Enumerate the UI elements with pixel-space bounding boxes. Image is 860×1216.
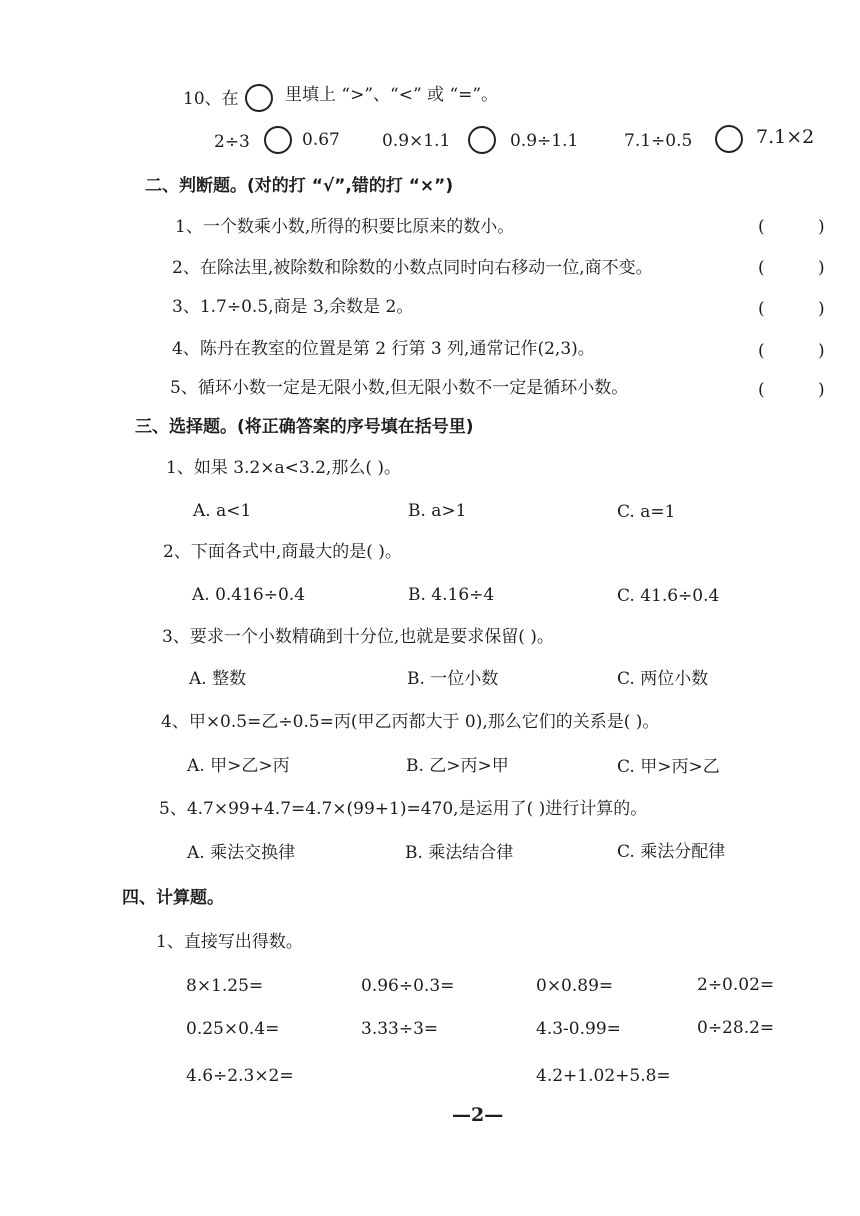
section4-title: 四、计算题。 <box>122 888 224 908</box>
choice-option-a[interactable]: A. 甲>乙>丙 <box>187 756 290 776</box>
answer-paren-close: ) <box>818 217 825 237</box>
answer-paren-open[interactable]: ( <box>758 258 765 278</box>
choice-option-c[interactable]: C. 41.6÷0.4 <box>617 586 720 606</box>
choice-option-c[interactable]: C. 两位小数 <box>617 669 709 689</box>
calc-item: 3.33÷3= <box>361 1019 439 1039</box>
calc-item: 4.6÷2.3×2= <box>186 1066 294 1086</box>
calc-item: 4.2+1.02+5.8= <box>536 1066 671 1086</box>
judge-item-2: 2、在除法里,被除数和除数的小数点同时向右移动一位,商不变。 <box>172 258 653 278</box>
answer-paren-close: ) <box>818 299 825 319</box>
answer-paren-close: ) <box>818 380 825 400</box>
answer-circle[interactable] <box>715 125 743 153</box>
answer-paren-close: ) <box>818 341 825 361</box>
answer-circle[interactable] <box>264 126 292 154</box>
q10-item2-right: 0.9÷1.1 <box>510 131 579 151</box>
answer-paren-open[interactable]: ( <box>758 299 765 319</box>
q10-item1-left: 2÷3 <box>214 132 250 152</box>
choice-option-c[interactable]: C. 甲>丙>乙 <box>617 757 720 777</box>
choice-option-c[interactable]: C. a=1 <box>617 502 676 522</box>
judge-item-1: 1、一个数乘小数,所得的积要比原来的数小。 <box>175 217 515 237</box>
judge-item-3: 3、1.7÷0.5,商是 3,余数是 2。 <box>172 297 414 317</box>
choice-question-2: 2、下面各式中,商最大的是( )。 <box>163 542 402 562</box>
choice-option-c[interactable]: C. 乘法分配律 <box>617 842 726 862</box>
answer-paren-close: ) <box>818 258 825 278</box>
q10-prefix: 10、在 <box>183 89 239 109</box>
page-number: —2— <box>452 1104 504 1126</box>
q10-item3-left: 7.1÷0.5 <box>624 131 693 151</box>
choice-option-b[interactable]: B. 4.16÷4 <box>408 585 495 605</box>
q10-item1-right: 0.67 <box>302 130 340 150</box>
judge-item-4: 4、陈丹在教室的位置是第 2 行第 3 列,通常记作(2,3)。 <box>172 339 595 359</box>
calc-item: 8×1.25= <box>186 976 264 996</box>
answer-paren-open[interactable]: ( <box>758 217 765 237</box>
answer-circle[interactable] <box>245 84 273 112</box>
calc-item: 0.96÷0.3= <box>361 976 455 996</box>
q10-item3-right: 7.1×2 <box>756 126 815 148</box>
answer-circle[interactable] <box>468 126 496 154</box>
choice-option-a[interactable]: A. a<1 <box>193 501 252 521</box>
calc-item: 4.3-0.99= <box>536 1019 621 1039</box>
section2-title: 二、判断题。(对的打 “√”,错的打 “×”) <box>145 176 454 196</box>
choice-question-5: 5、4.7×99+4.7=4.7×(99+1)=470,是运用了( )进行计算的。 <box>159 799 648 819</box>
calc-item: 2÷0.02= <box>697 975 775 995</box>
choice-option-b[interactable]: B. 乘法结合律 <box>405 843 514 863</box>
answer-paren-open[interactable]: ( <box>758 380 765 400</box>
q10-item2-left: 0.9×1.1 <box>382 131 451 151</box>
choice-question-3: 3、要求一个小数精确到十分位,也就是要求保留( )。 <box>162 627 554 647</box>
choice-option-b[interactable]: B. a>1 <box>408 501 467 521</box>
calc-item: 0×0.89= <box>536 976 614 996</box>
section3-title: 三、选择题。(将正确答案的序号填在括号里) <box>135 417 474 437</box>
calc-item: 0÷28.2= <box>697 1018 775 1038</box>
choice-question-1: 1、如果 3.2×a<3.2,那么( )。 <box>166 458 401 478</box>
choice-option-a[interactable]: A. 乘法交换律 <box>187 843 296 863</box>
calc-item: 0.25×0.4= <box>186 1019 280 1039</box>
choice-option-b[interactable]: B. 乙>丙>甲 <box>406 756 509 776</box>
judge-item-5: 5、循环小数一定是无限小数,但无限小数不一定是循环小数。 <box>170 378 629 398</box>
calc-subtitle: 1、直接写出得数。 <box>156 932 303 952</box>
choice-option-a[interactable]: A. 整数 <box>189 669 247 689</box>
answer-paren-open[interactable]: ( <box>758 341 765 361</box>
q10-suffix: 里填上 “>”、“<” 或 “=”。 <box>285 85 499 105</box>
choice-question-4: 4、甲×0.5=乙÷0.5=丙(甲乙丙都大于 0),那么它们的关系是( )。 <box>161 712 660 732</box>
choice-option-a[interactable]: A. 0.416÷0.4 <box>192 585 306 605</box>
choice-option-b[interactable]: B. 一位小数 <box>407 669 499 689</box>
